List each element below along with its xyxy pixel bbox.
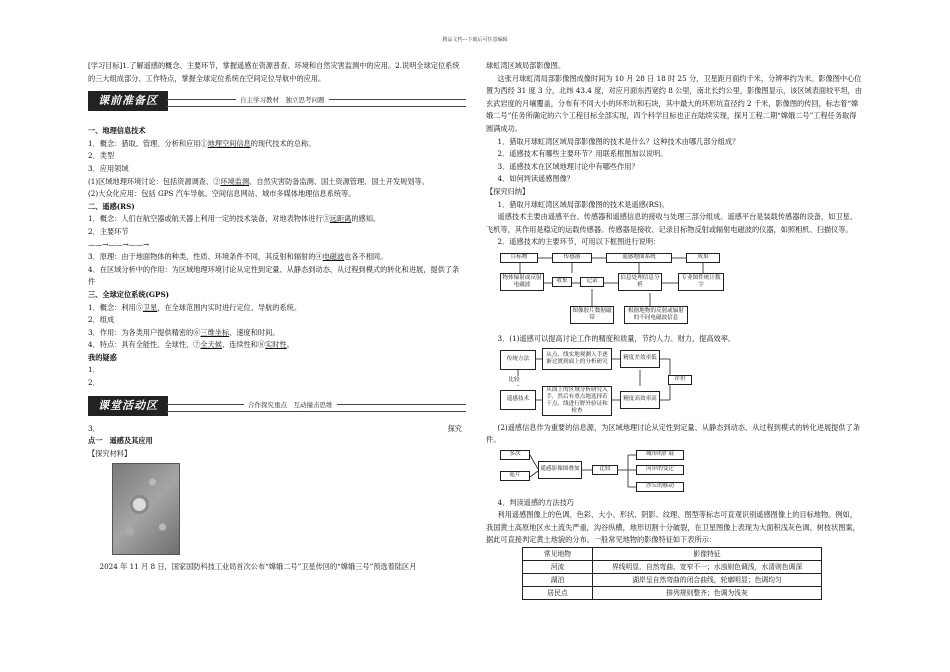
news-paragraph: 这张月球虹湾局部影像图成像时间为 10 月 28 日 18 时 25 分，卫星距月面约千米，分辨率约为米。影像图中心位置为西经 31 度 3 分，北纬 43.4 度，对应月面东西宽约 8 公里，南北长约公里，影像图显示，该区域表面较平坦，由玄武岩度的月壤覆盖，分布有不同大小的环形坑和石块，其中最大的环形坑直径约 2 千米，影像图的传回，标志着“嫦娥二号”任务所确定的六个工程目标全部实现，四个科学目标也正在陆续实现，探月工程二期“嫦娥二号”工程任务取得圆满成功。 [486,73,863,133]
answer-3: 3．(1)遥感可以提高讨论工作的精度和质量，节约人力、财力，提高效率。 [497,333,736,343]
banner-subtitle: 合作探究重点 互动撞击思维 [244,399,337,411]
section-heading: 一、地理信息技术 [88,126,146,136]
section-heading: 二、遥感(RS) [88,201,135,211]
flow-box: 沙丘的移动 [636,482,684,492]
flow-box: 目标物 [500,253,538,263]
table-header-cell: 常见地物 [523,548,593,561]
point-heading: 点一 遥感及其应用 [88,436,153,446]
answer-1-detail: 遥感技术主要由遥感平台、传感器和遥感信息的接收与处理三部分组成。遥感平台是装载传感器的设备，如卫星、飞机等，其作用是稳定的运载传感器。传感器是接收、记录目标物反射或辐射电磁波的仪器，如照相机、扫描仪等。 [486,212,857,234]
flow-box: 从点、线实地观测人手逐渐过渡到面上的分析研究 [542,348,612,370]
table-cell: 排列规则整齐；色调为浅灰 [593,587,822,600]
section-heading: 三、全球定位系统(GPS) [88,289,170,299]
banner-title: 课前准备区 [88,91,168,111]
flow-box: 从面上的区域分析研究入手，然后有重点地选择若干点、线进行野外验证和检查 [542,386,612,416]
table-cell: 湖泊 [523,574,593,587]
answer-1: 1．猎取月球虹湾区域局部影像图的技术是遥感(RS)。 [497,199,669,209]
answer-4-detail: 利用遥感图像上的色调、色彩、大小、形状、阴影、纹理、图型等标志可直观识别遥感图像上的目标地物。例如，我国黄土高原地区水土流失严重，沟谷纵横，地形切割十分破裂，在卫星图像上表现为大面积浅灰色调、树枝状图案，据此可直接判定黄土地貌的分布。一般常见地物的影像特征如下表所示： [486,510,860,545]
moon-surface-image [112,463,180,555]
flow-box: 传感器 [552,253,592,263]
text-line: 球虹湾区域局部影像图。 [486,61,566,70]
flow-box: 成果 [686,253,720,263]
question-4: 4．如何判读遥感图像？ [497,174,574,184]
question-line: 3． 探究 [88,423,466,436]
doubt-line: 2． [88,378,100,388]
answer-2: 2．遥感技术的主要环节，可用以下框图进行说明： [497,237,661,247]
flow-box: 图像胶片数据磁带 [570,306,614,324]
arrow-line: ——→——→——→ [88,239,150,249]
learning-goals: [学习目标]1.了解遥感的概念、主要环节，掌握遥感在资源普查、环境和自然灾害监测中的应用。2.说明全球定位系统的三大组成部分、工作特点，掌握全球定位系统在空间定位导航中的应用。 [88,61,460,83]
text-line: 2．组成 [88,315,115,325]
flow-box: 比较 [592,465,618,475]
text-line: 1．概念：利用⑤卫星，在全球范围内实时进行定位、导航的系统。 [88,302,302,312]
text-line: 3．作用：为各类用户提供精密的⑥三维坐标、速度和时间。 [88,327,280,337]
doubt-heading: 我的疑惑 [88,352,117,362]
text-line: 1．概念：猎取、管理、分析和应用①地理空间信息的现代技术的总称。 [88,138,316,148]
news-text: 2024 年 11 月 8 日，国家国防科技工业局首次公布“嫦娥二号”卫星传回的“嫦娥三号”预选着陆区月 [99,562,417,572]
flow-box: 城市的扩展 [636,450,684,460]
table-cell: 居民点 [523,587,593,600]
text-line: (2)大众化应用：包括 GPS 汽车导航、空间信息网站、城市多媒体地理信息系统等。 [88,189,356,199]
flow-label: 比较 [500,376,528,385]
question-3: 3．遥感技术在区域地理讨论中有哪些作用？ [497,161,639,171]
flow-box: 河岸的变迁 [636,465,684,475]
flow-box: 遥感技术 [500,390,536,410]
table-row [523,574,822,587]
explore-label: 探究 [447,423,462,433]
page-header: 精品文档---下载后可任意编辑 [442,37,508,43]
table-row [523,587,822,600]
flow-box: 遥感影像图叠加 [538,461,582,479]
text-line: 1．概念：人们在航空器或航天器上利用一定的技术装备，对地表物体进行③远距离的感知。 [88,214,381,224]
question-1: 1．猎取月球虹湾区域局部影像图的技术是什么？这种技术由哪几部分组成？ [497,136,740,146]
text-line: 2．主要环节 [88,226,129,236]
banner-preparation [88,91,466,113]
text-line: 3．应用领域 [88,163,129,173]
material-label: 【探究材料】 [88,448,132,458]
rs-overlay-diagram [500,449,862,493]
doubt-line: 1． [88,365,100,375]
table-cell: 界线明显、自然弯曲、宽窄不一；水浊则色调浅，水清则色调深 [593,561,822,574]
text-line: 4．特点：具有全能性、全球性、⑦全天候、连续性和⑧实时性。 [88,340,294,350]
flow-box: 精度高效率高 [620,391,660,409]
flow-box: 物体辐射或反射电磁波 [500,273,544,291]
flow-box: 收集 [552,277,572,287]
flow-box: 根据地物的反射或辐射的不同电磁波信息 [624,306,688,324]
flow-box: 遥片 [500,471,530,481]
left-column [88,60,466,574]
text-line: (1)区域地理环境讨论：包括资源调查、②环境监测、自然灾害防备监测、国土资源管理、国土开发规划等。 [88,176,429,186]
flow-box: 评价 [668,375,692,385]
right-column [486,60,862,600]
question-2: 2．遥感技术有哪些主要环节？用联系框图加以说明。 [497,149,668,159]
flow-box: 信息处理信息分析 [618,273,662,291]
flow-box: 专业图件统计数字 [678,273,724,291]
flow-box: 遥感地面系统 [606,253,672,263]
table-header-cell: 影像特征 [593,548,822,561]
flow-box: 传统方法 [500,350,536,370]
rs-comparison-diagram [500,348,862,418]
text-line: 3．原理：由于地面物体的种类、性质、环境条件不同，其反射和辐射的④电磁波也各不相同。 [88,252,388,262]
rs-process-diagram [500,251,862,329]
table-cell: 湖岸呈自然弯曲的闭合曲线，轮廓明显；色调均匀 [593,574,822,587]
table-header-row [523,548,822,561]
banner-subtitle: 自主学习教材 独立思考问题 [236,94,329,106]
flow-box: 多次 [500,450,530,460]
table-cell: 河流 [523,561,593,574]
text-line: 4．在区域分析中的作用：为区域地理环境讨论从定性到定量、从静态到动态、从过程到模式的转化和进展，提供了条件 [88,264,460,287]
answer-4: 4．判读遥感的方法技巧 [497,497,574,507]
answer-3-detail: (2)遥感信息作为重要的信息源，为区域地理讨论从定性到定量、从静态到动态、从过程到模式的转化进展提供了条件。 [486,422,860,445]
flow-box: 记录 [580,277,604,287]
table-row [523,561,822,574]
summary-heading: 【探究归纳】 [486,186,530,196]
banner-title: 课堂活动区 [88,396,168,416]
banner-classroom [88,396,466,418]
text-line: 2．类型 [88,151,115,161]
flow-box: 精度差效率低 [620,350,660,368]
feature-table [522,547,822,600]
